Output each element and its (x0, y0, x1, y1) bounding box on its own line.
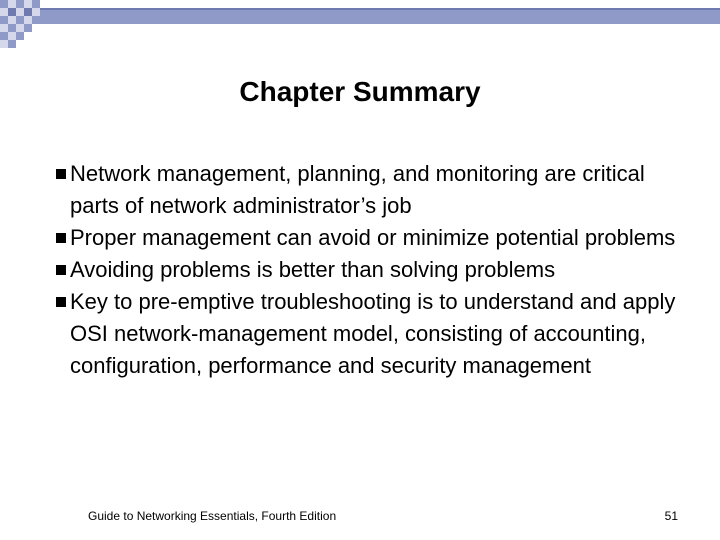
bullet-item (56, 286, 696, 382)
footer-text: Guide to Networking Essentials, Fourth Edition (88, 509, 337, 523)
bullet-item (56, 254, 696, 286)
page-number: 51 (664, 509, 678, 523)
bullet-square-icon (56, 233, 66, 243)
bullet-text: Network management, planning, and monitoring are critical parts of network administrator’s job (70, 161, 645, 218)
bullet-square-icon (56, 297, 66, 307)
decorative-checker-banner (0, 0, 720, 48)
bullet-list (56, 158, 696, 382)
slide-title: Chapter Summary (239, 76, 481, 107)
bullet-text: Proper management can avoid or minimize potential problems (70, 225, 676, 250)
bullet-text: Avoiding problems is better than solving problems (70, 257, 556, 282)
bullet-text: Key to pre-emptive troubleshooting is to understand and apply OSI network-management model, consisting of accounting, configuration, performance and security management (70, 289, 676, 378)
bullet-item (56, 222, 696, 254)
bullet-item (56, 158, 696, 222)
bullet-square-icon (56, 265, 66, 275)
bullet-square-icon (56, 169, 66, 179)
